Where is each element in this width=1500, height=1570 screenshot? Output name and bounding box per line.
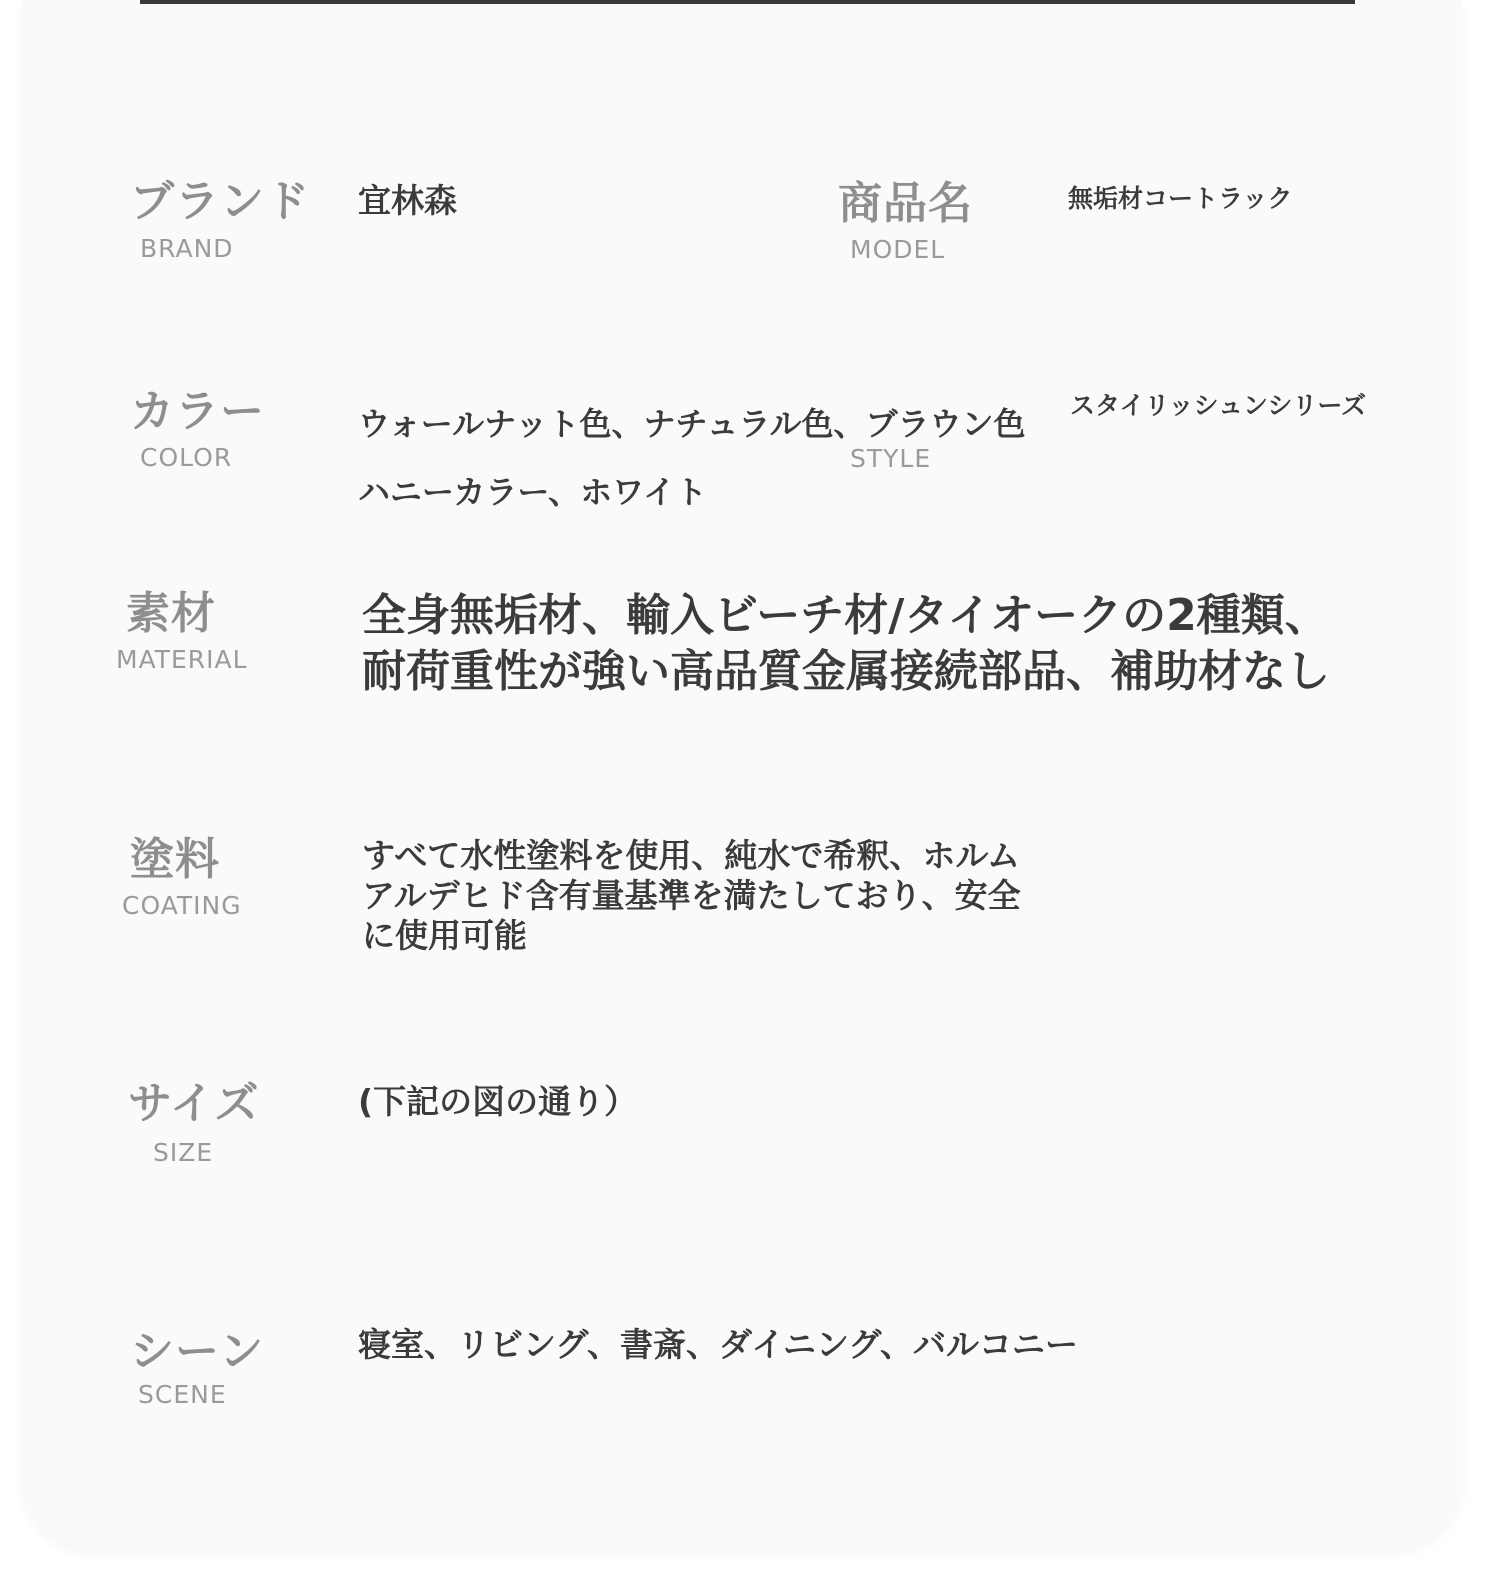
spec-card [22,0,1462,1548]
material-label-en: MATERIAL [116,645,248,674]
color-label-en: COLOR [140,443,233,472]
coating-value [362,836,1021,956]
size-label-en: SIZE [153,1138,214,1167]
material-value [362,588,1330,700]
brand-label-en: BRAND [140,234,234,263]
style-label-en: STYLE [850,444,932,473]
top-divider [140,0,1355,4]
model-value: 無垢材コートラック [1068,184,1293,213]
size-value: (下記の図の通り） [358,1082,638,1121]
material-label: 素材 [126,588,216,639]
coating-label: 塗料 [130,834,220,885]
coating-value-line-1: すべて水性塗料を使用、純水で希釈、ホルム [362,836,1021,875]
scene-label: シーン [130,1326,265,1377]
coating-value-line-2: アルデヒド含有量基準を満たしており、安全 [362,876,1021,915]
model-label: 商品名 [838,178,973,229]
material-value-line-2: 耐荷重性が強い高品質金属接続部品、補助材なし [362,646,1330,697]
brand-label: ブランド [130,176,310,227]
coating-value-line-3: に使用可能 [362,916,527,955]
size-label: サイズ [128,1078,260,1129]
material-value-line-1: 全身無垢材、輸入ビーチ材/タイオークの2種類、 [362,590,1329,641]
brand-value: 宜林森 [358,181,457,220]
model-label-en: MODEL [850,235,946,264]
color-value-line-2: ハニーカラー、ホワイト [358,473,708,511]
color-label: カラー [130,386,265,437]
scene-label-en: SCENE [138,1380,227,1409]
color-value-line-1: ウォールナット色、ナチュラル色、ブラウン色 [358,405,1026,443]
scene-value: 寝室、リビング、書斎、ダイニング、バルコニー [358,1325,1079,1364]
style-value: スタイリッシュンシリーズ [1070,391,1367,420]
coating-label-en: COATING [122,891,242,920]
